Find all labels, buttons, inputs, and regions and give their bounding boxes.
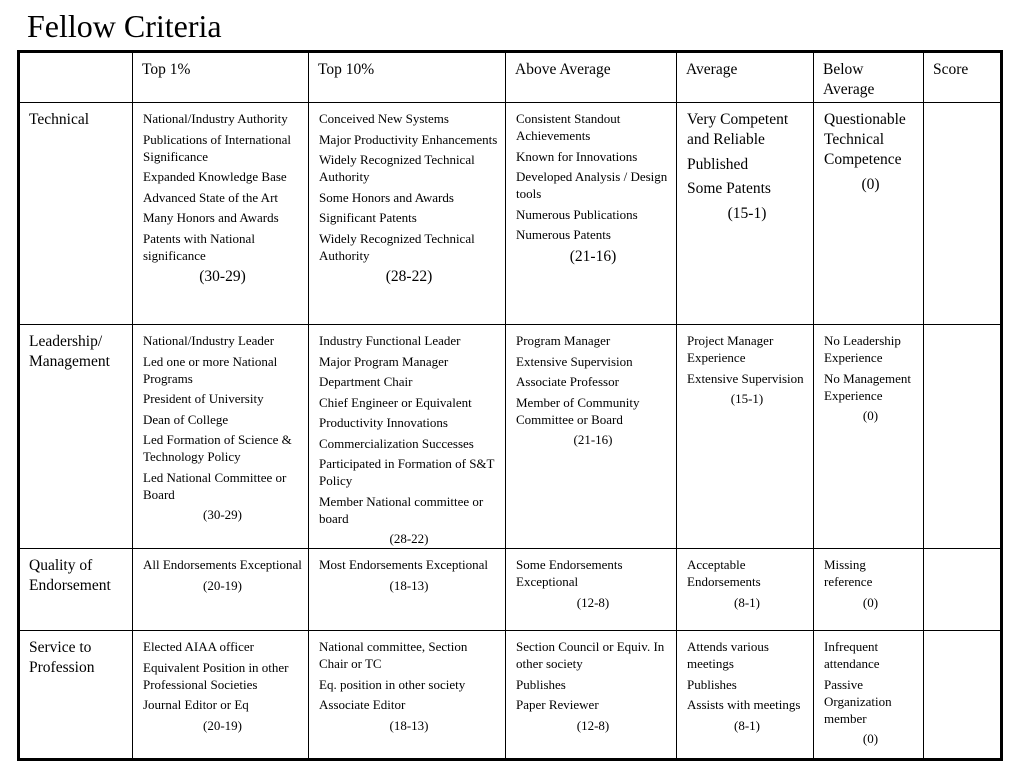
criteria-item: Infrequent attendance [824, 639, 880, 671]
criteria-cell [677, 631, 814, 760]
column-header [19, 52, 133, 103]
criteria-cell [133, 325, 309, 549]
criteria-item: Member of Community Committee or Board [516, 394, 640, 427]
column-header: Score [924, 52, 1002, 103]
criteria-item: Program Manager [516, 333, 611, 348]
criteria-cell [309, 325, 506, 549]
criteria-item: Widely Recognized Technical Authority [319, 152, 475, 184]
criteria-item: Some Honors and Awards [319, 189, 454, 205]
criteria-cell [506, 631, 677, 760]
criteria-item: Passive Organization member [824, 676, 892, 726]
score-range: (8-1) [734, 717, 760, 733]
score-range: (18-13) [389, 717, 429, 733]
criteria-item: Some Patents [687, 180, 771, 197]
criteria-item: National/Industry Authority [143, 111, 288, 126]
table-row [19, 103, 1002, 325]
criteria-item: Chief Engineer or Equivalent [319, 394, 472, 410]
criteria-item: Consistent Standout Achievements [516, 111, 621, 143]
score-range: (12-8) [576, 594, 610, 610]
score-range: (12-8) [576, 717, 610, 733]
criteria-cell [309, 103, 506, 325]
criteria-item: Very Competent and Reliable [687, 111, 789, 148]
criteria-item: No Leadership Experience [824, 333, 901, 365]
score-range: (20-19) [203, 717, 242, 733]
criteria-item: Member National committee or board [319, 493, 484, 526]
table-row [19, 325, 1002, 549]
row-header: Service to Profession [19, 631, 133, 760]
score-range: (30-29) [199, 268, 246, 285]
score-range: (20-19) [203, 577, 242, 593]
criteria-item: Paper Reviewer [516, 697, 599, 712]
score-cell [924, 549, 1002, 631]
criteria-cell [677, 103, 814, 325]
criteria-cell [814, 631, 924, 760]
score-range: (28-22) [385, 268, 433, 285]
criteria-item: No Management Experience [824, 370, 912, 403]
criteria-cell [506, 325, 677, 549]
criteria-item: Assists with meetings [687, 697, 801, 712]
criteria-item: Expanded Knowledge Base [143, 169, 287, 184]
criteria-item: National/Industry Leader [143, 333, 275, 348]
column-header: Below Average [814, 52, 924, 103]
criteria-cell [133, 549, 309, 631]
criteria-item: Productivity Innovations [319, 415, 448, 430]
criteria-cell [677, 549, 814, 631]
criteria-item: Major Program Manager [319, 353, 449, 369]
criteria-item: Questionable Technical Competence [824, 111, 906, 168]
table-row [19, 631, 1002, 760]
score-range: (15-1) [730, 391, 764, 406]
criteria-item: Acceptable Endorsements [687, 557, 761, 589]
criteria-item: Industry Functional Leader [319, 333, 461, 348]
score-range: (21-16) [573, 432, 613, 447]
column-header: Above Average [506, 52, 677, 103]
criteria-item: Patents with National significance [143, 230, 255, 263]
criteria-item: Department Chair [319, 374, 413, 389]
score-cell [924, 631, 1002, 760]
criteria-item: Associate Professor [516, 374, 619, 389]
criteria-item: President of University [143, 391, 264, 406]
criteria-item: Project Manager Experience [687, 333, 774, 365]
criteria-item: Published [687, 155, 749, 173]
score-range: (28-22) [389, 531, 429, 546]
criteria-cell [133, 103, 309, 325]
score-range: (18-13) [389, 577, 429, 593]
criteria-item: Commercialization Successes [319, 435, 474, 451]
criteria-cell [309, 549, 506, 631]
row-header: Leadership/ Management [19, 325, 133, 549]
criteria-item: Attends various meetings [687, 639, 769, 671]
column-header: Top 10% [309, 52, 506, 103]
score-range: (15-1) [727, 204, 767, 222]
criteria-item: Extensive Supervision [687, 370, 804, 386]
criteria-item: Led Formation of Science & Technology Policy [143, 432, 292, 464]
page-title: Fellow Criteria [27, 8, 222, 44]
criteria-item: National committee, Section Chair or TC [319, 639, 468, 671]
criteria-item: Many Honors and Awards [143, 210, 279, 225]
criteria-item: Publications of International Significance [143, 131, 292, 164]
score-cell [924, 103, 1002, 325]
row-header: Technical [19, 103, 133, 325]
criteria-cell [814, 549, 924, 631]
criteria-cell [814, 325, 924, 549]
criteria-item: Publishes [516, 676, 566, 692]
criteria-cell [506, 549, 677, 631]
score-range: (0) [862, 731, 879, 746]
criteria-cell [133, 631, 309, 760]
criteria-item: Associate Editor [319, 697, 406, 712]
column-header: Top 1% [133, 52, 309, 103]
criteria-item: Participated in Formation of S&T Policy [319, 456, 495, 488]
column-header: Average [677, 52, 814, 103]
criteria-cell [309, 631, 506, 760]
score-range: (21-16) [569, 247, 617, 265]
criteria-item: Missing reference [824, 557, 873, 589]
criteria-item: Some Endorsements Exceptional [516, 557, 623, 589]
criteria-item: Known for Innovations [516, 148, 638, 164]
score-range: (30-29) [203, 507, 242, 522]
criteria-item: Major Productivity Enhancements [319, 131, 498, 147]
score-range: (0) [862, 408, 879, 423]
header-row [19, 52, 1002, 103]
criteria-item: Conceived New Systems [319, 111, 449, 126]
criteria-item: Elected AIAA officer [143, 639, 254, 654]
criteria-item: Eq. position in other society [319, 676, 466, 692]
criteria-item: Section Council or Equiv. In other society [516, 639, 665, 671]
criteria-item: Journal Editor or Eq [143, 697, 249, 712]
criteria-item: Most Endorsements Exceptional [319, 557, 488, 572]
criteria-item: Equivalent Position in other Professional Societies [143, 659, 289, 692]
criteria-item: Advanced State of the Art [143, 189, 279, 205]
criteria-table [17, 50, 1003, 761]
criteria-item: Dean of College [143, 411, 229, 427]
criteria-cell [814, 103, 924, 325]
criteria-item: Extensive Supervision [516, 353, 633, 369]
criteria-item: Developed Analysis / Design tools [516, 169, 668, 201]
criteria-item: All Endorsements Exceptional [143, 557, 302, 572]
criteria-item: Widely Recognized Technical Authority [319, 230, 475, 263]
score-range: (0) [861, 175, 880, 193]
criteria-item: Publishes [687, 676, 737, 692]
score-range: (8-1) [734, 594, 760, 610]
score-cell [924, 325, 1002, 549]
criteria-item: Led one or more National Programs [143, 353, 278, 386]
criteria-item: Numerous Publications [516, 206, 638, 222]
criteria-cell [506, 103, 677, 325]
table-row [19, 549, 1002, 631]
criteria-cell [677, 325, 814, 549]
score-range: (0) [862, 594, 879, 610]
row-header: Quality of Endorsement [19, 549, 133, 631]
criteria-item: Led National Committee or Board [143, 469, 287, 502]
criteria-item: Significant Patents [319, 210, 417, 225]
criteria-item: Numerous Patents [516, 227, 611, 242]
